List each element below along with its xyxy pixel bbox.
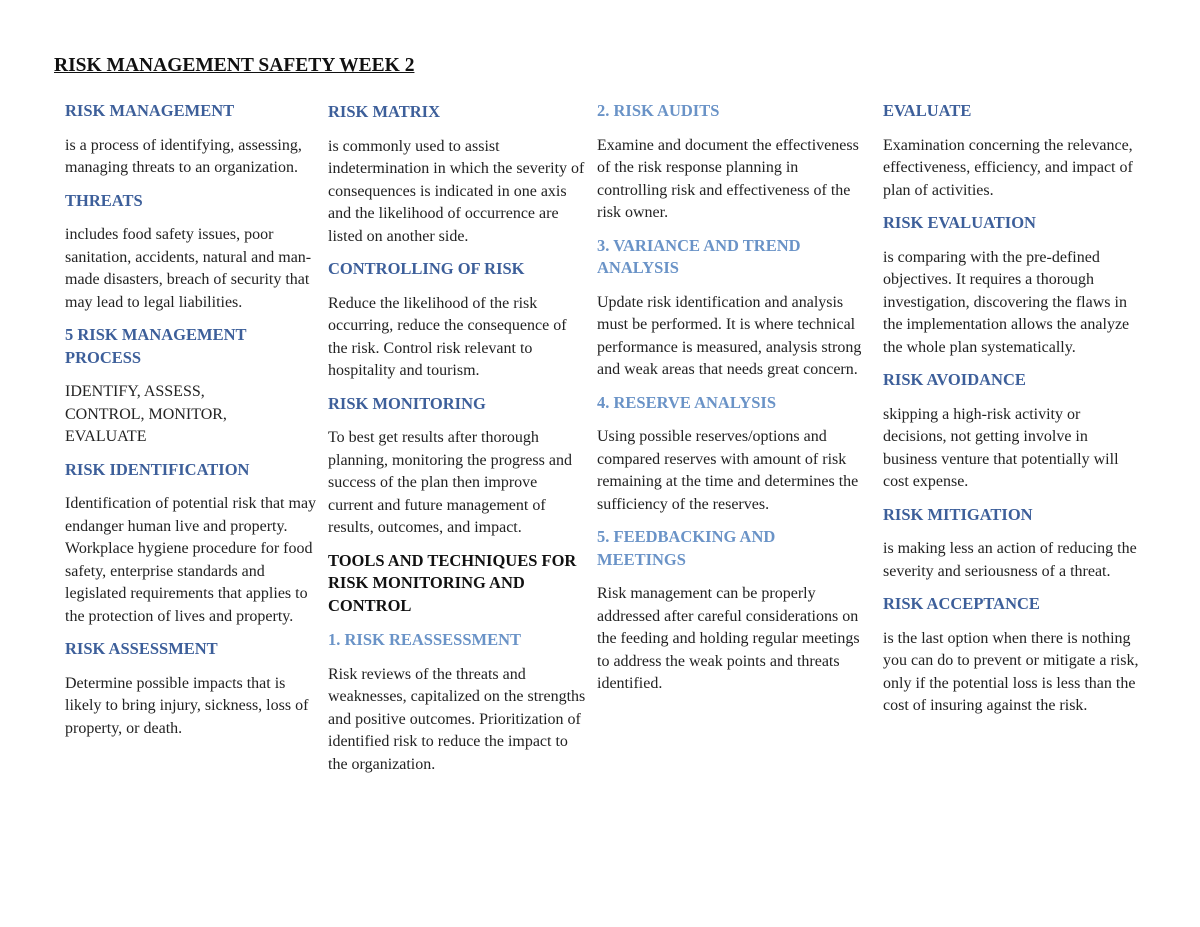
text-risk-identification: Identification of potential risk that may endanger human live and property. Workplace hygiene procedure for food safety, enterprise standards and legislated requirements that applies to the protection of lives and property. [65, 495, 317, 625]
heading-variance-and-trend-analysis: 3. VARIANCE AND TREND ANALYSIS [597, 235, 801, 277]
heading-controlling-of-risk: CONTROLLING OF RISK [328, 259, 525, 278]
text-feedbacking-and-meetings: Risk management can be properly addressed after careful considerations on the feeding and holding regular meetings to address the weak points and threats identified. [597, 585, 860, 692]
column-2 [328, 101, 586, 786]
heading-risk-identification: RISK IDENTIFICATION [65, 459, 250, 479]
heading-risk-reassessment: 1. RISK REASSESSMENT [328, 630, 522, 649]
column-4 [883, 100, 1141, 728]
text-threats: includes food safety issues, poor sanitation, accidents, natural and man-made disasters, breach of security that may lead to legal liabilities. [65, 226, 312, 311]
heading-evaluate: EVALUATE [883, 101, 972, 120]
text-controlling-of-risk: Reduce the likelihood of the risk occurring, reduce the consequence of the risk. Control risk relevant to hospitality and tourism. [328, 294, 567, 379]
text-risk-monitoring: To best get results after thorough planning, monitoring the progress and success of the plan then improve current and future management of results, outcomes, and impact. [328, 429, 572, 536]
heading-risk-monitoring: RISK MONITORING [328, 393, 486, 413]
heading-threats: THREATS [65, 190, 143, 210]
heading-risk-assessment: RISK ASSESSMENT [65, 639, 218, 658]
heading-5-risk-management-process: 5 RISK MANAGEMENT PROCESS [65, 325, 247, 367]
heading-risk-evaluation: RISK EVALUATION [883, 213, 1036, 232]
text-risk-matrix: is commonly used to assist indetermination in which the severity of consequences is indicated in one axis and the likelihood of occurrence are listed on another side. [328, 137, 585, 245]
heading-risk-management: RISK MANAGEMENT [65, 101, 235, 120]
column-3 [597, 100, 865, 706]
text-risk-mitigation: is making less an action of reducing the severity and seriousness of a threat. [883, 540, 1137, 580]
heading-risk-matrix: RISK MATRIX [328, 102, 440, 121]
heading-risk-acceptance: RISK ACCEPTANCE [883, 594, 1040, 613]
heading-risk-avoidance: RISK AVOIDANCE [883, 370, 1026, 389]
heading-risk-mitigation: RISK MITIGATION [883, 504, 1033, 524]
text-risk-avoidance: skipping a high-risk activity or decisions, not getting involve in business venture that potentially will cost expense. [883, 405, 1119, 490]
page-title: RISK MANAGEMENT SAFETY WEEK 2 [54, 55, 415, 76]
text-risk-assessment: Determine possible impacts that is likely to bring injury, sickness, loss of property, or death. [65, 674, 309, 737]
heading-tools-and-techniques: TOOLS AND TECHNIQUES FOR RISK MONITORING AND CONTROL [328, 550, 577, 615]
text-risk-acceptance: is the last option when there is nothing you can do to prevent or mitigate a risk, only if the potential loss is less than the cost of insuring against the risk. [883, 629, 1139, 714]
heading-risk-audits: 2. RISK AUDITS [597, 101, 720, 120]
text-risk-audits: Examine and document the effectiveness of the risk response planning in controlling risk and effectiveness of the risk owner. [597, 136, 859, 221]
text-5-risk-management-process: IDENTIFY, ASSESS, CONTROL, MONITOR, EVALUATE [65, 383, 227, 445]
heading-reserve-analysis: 4. RESERVE ANALYSIS [597, 392, 777, 412]
text-risk-reassessment: Risk reviews of the threats and weaknesses, capitalized on the strengths and positive outcomes. Prioritization of identified risk to reduce the impact to the organization. [328, 665, 586, 773]
text-risk-evaluation: is comparing with the pre-defined objectives. It requires a thorough investigation, discovering the flaws in the implementation allows the analyze the whole plan systematically. [883, 248, 1130, 356]
column-1 [65, 100, 320, 750]
text-variance-and-trend-analysis: Update risk identification and analysis must be performed. It is where technical performance is measured, analysis strong and weak areas that needs great concern. [597, 293, 862, 378]
text-reserve-analysis: Using possible reserves/options and compared reserves with amount of risk remaining at the time and determines the sufficiency of the reserves. [597, 428, 859, 513]
text-evaluate: Examination concerning the relevance, effectiveness, efficiency, and impact of plan of activities. [883, 136, 1133, 199]
heading-feedbacking-and-meetings: 5. FEEDBACKING AND MEETINGS [597, 527, 776, 569]
text-risk-management: is a process of identifying, assessing, managing threats to an organization. [65, 136, 302, 176]
